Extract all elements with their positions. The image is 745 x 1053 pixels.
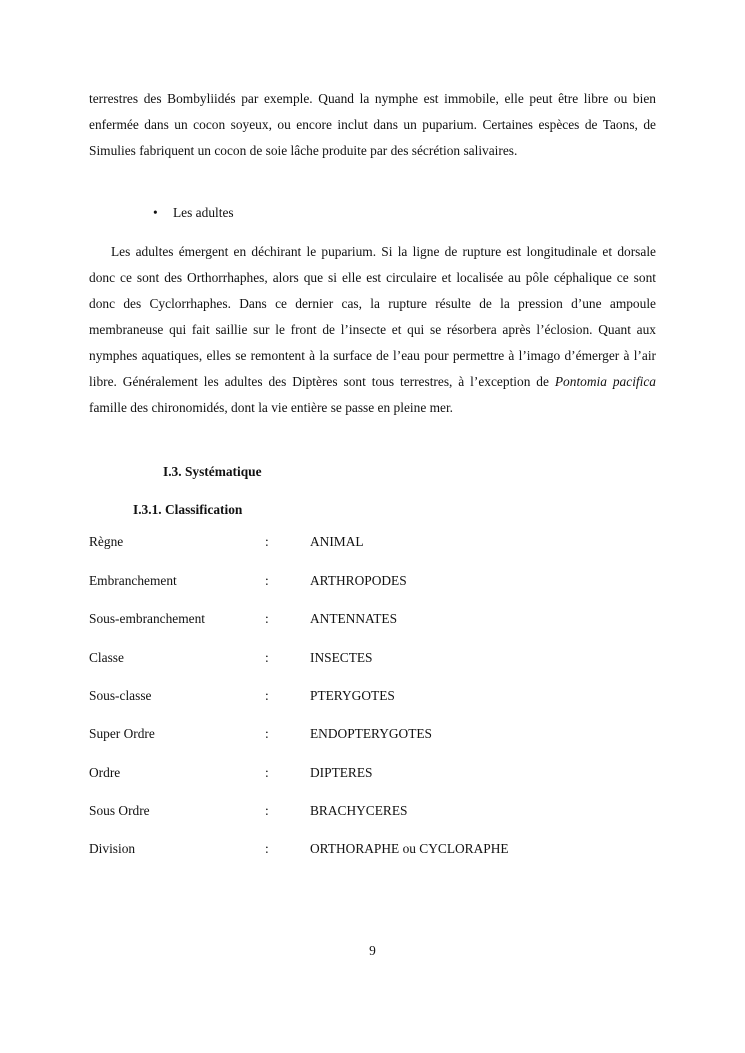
page-number: 9 xyxy=(369,943,376,958)
classification-row xyxy=(89,839,689,859)
bullet-label: Les adultes xyxy=(173,205,234,220)
classification-row xyxy=(89,571,689,591)
paragraph-nymph-description: terrestres des Bombyliidés par exemple. Quand la nymphe est immobile, elle peut être libre ou bien enfermée dans un cocon soyeux, ou encore inclut dans un puparium. Certaines espèces de Taons, de Simulies fabriquent un cocon de soie lâche produite par des sécrétion salivaires. xyxy=(89,91,656,158)
classification-value: ENDOPTERYGOTES xyxy=(310,726,433,741)
classification-value: ANTENNATES xyxy=(310,611,398,626)
paragraph-adults-text-end: famille des chironomidés, dont la vie entière se passe en pleine mer. xyxy=(89,400,454,415)
paragraph-adults-description xyxy=(89,239,656,421)
classification-separator: : xyxy=(265,726,269,741)
classification-separator: : xyxy=(265,688,269,703)
classification-rank: Classe xyxy=(89,650,124,665)
classification-rank: Ordre xyxy=(89,765,121,780)
classification-rank: Division xyxy=(89,841,136,856)
classification-row xyxy=(89,801,689,821)
classification-value: ORTHORAPHE ou CYCLORAPHE xyxy=(310,841,509,856)
classification-rank: Super Ordre xyxy=(89,726,155,741)
classification-separator: : xyxy=(265,534,269,549)
heading-systematique: I.3. Systématique xyxy=(163,464,262,479)
classification-separator: : xyxy=(265,765,269,780)
classification-row xyxy=(89,609,689,629)
classification-row xyxy=(89,648,689,668)
classification-separator: : xyxy=(265,803,269,818)
classification-row xyxy=(89,763,689,783)
classification-value: PTERYGOTES xyxy=(310,688,395,703)
classification-rank: Embranchement xyxy=(89,573,177,588)
classification-rank: Sous-classe xyxy=(89,688,152,703)
bullet-dot-icon: • xyxy=(153,205,158,220)
species-name-italic: Pontomia pacifica xyxy=(554,374,656,389)
classification-value: INSECTES xyxy=(310,650,373,665)
classification-row xyxy=(89,532,689,552)
heading-classification: I.3.1. Classification xyxy=(133,502,243,517)
classification-row xyxy=(89,724,689,744)
classification-value: ANIMAL xyxy=(310,534,364,549)
classification-rank: Règne xyxy=(89,534,124,549)
classification-value: ARTHROPODES xyxy=(310,573,407,588)
classification-value: BRACHYCERES xyxy=(310,803,408,818)
bullet-item-adults xyxy=(153,203,234,223)
classification-value: DIPTERES xyxy=(310,765,373,780)
classification-separator: : xyxy=(265,573,269,588)
classification-row xyxy=(89,686,689,706)
classification-separator: : xyxy=(265,841,269,856)
classification-separator: : xyxy=(265,611,269,626)
paragraph-adults-text-start: Les adultes émergent en déchirant le puparium. Si la ligne de rupture est longitudinale et dorsale donc ce sont des Orthorrhaphes, alors que si elle est circulaire et localisée au pôle céphalique ce sont donc des Cyclorrhaphes. Dans ce dernier cas, la rupture résulte de la pression d’une ampoule membraneuse qui fait saillie sur le front de l’insecte et qui se résorbera après l’éclosion. Quant aux nymphes aquatiques, elles se remontent à la surface de l’eau pour permettre à l’imago d’émerger à l’air libre. Généralement les adultes des Diptères sont tous terrestres, à l’exception de xyxy=(89,244,656,389)
classification-separator: : xyxy=(265,650,269,665)
classification-rank: Sous Ordre xyxy=(89,803,150,818)
classification-rank: Sous-embranchement xyxy=(89,611,206,626)
